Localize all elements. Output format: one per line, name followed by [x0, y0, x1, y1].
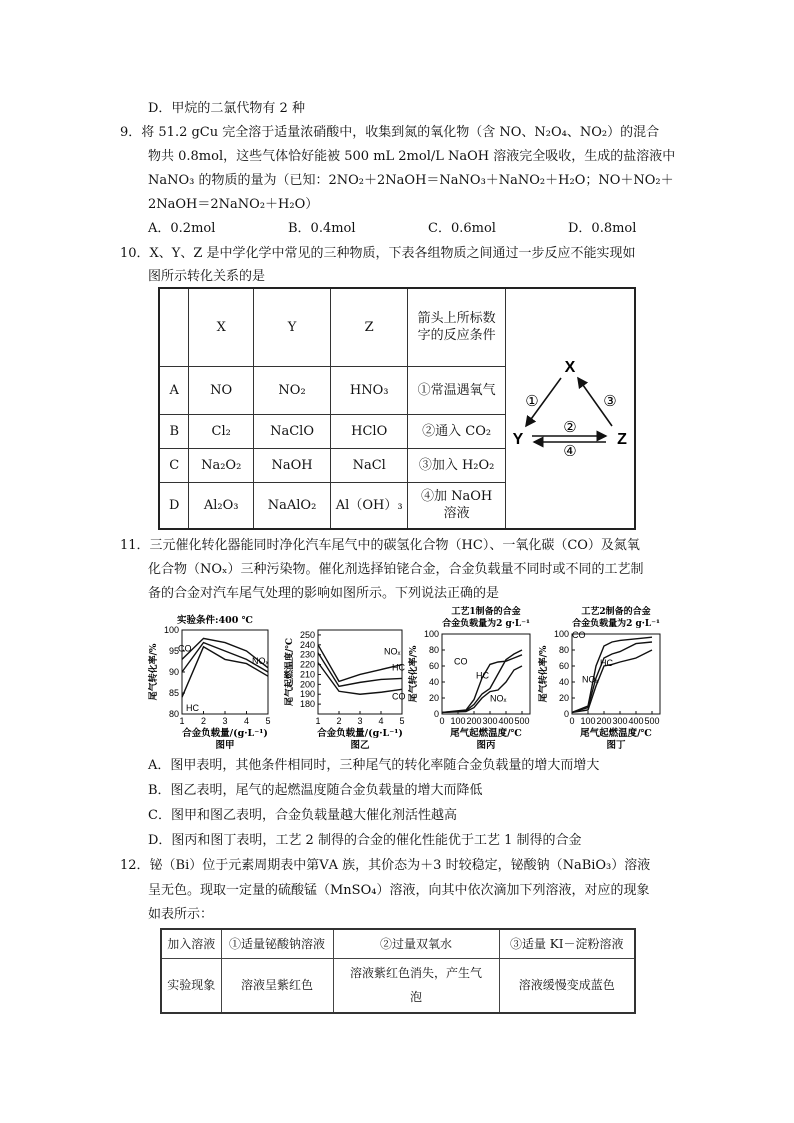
- q10-conversion-diagram: [506, 356, 634, 456]
- y-tick-label: 210: [299, 669, 315, 680]
- x-axis-label: 合金负载量/(g·L⁻¹): [182, 728, 268, 739]
- q12-cell: 溶液呈紫红色: [221, 959, 333, 1013]
- x-tick-label: 300: [482, 716, 498, 726]
- q12-header-row: [161, 929, 635, 959]
- q9-stem-line2: 物共 0.8mol，这些气体恰好能被 500 mL 2mol/L NaOH 溶液完全吸收，生成的盐溶液中: [148, 149, 676, 164]
- x-tick-label: 4: [243, 716, 250, 726]
- diagram-node-y: Y: [512, 431, 524, 448]
- q10-cell: HClO: [331, 415, 408, 449]
- series-label: HC: [392, 662, 405, 673]
- x-axis-label: 尾气起燃温度/℃: [580, 728, 652, 739]
- q10-cell: B: [159, 415, 189, 449]
- y-tick-label: 85: [168, 688, 179, 698]
- x-tick-label: 2: [336, 716, 342, 726]
- y-tick-label: 20: [558, 693, 569, 703]
- y-tick-label: 100: [553, 629, 569, 639]
- q12-observation-row: [161, 959, 635, 1013]
- x-tick-label: 3: [222, 716, 228, 726]
- q12-cell: 溶液缓慢变成蓝色: [499, 959, 635, 1013]
- y-tick-label: 20: [428, 693, 439, 703]
- q11-option-d: D．图丙和图丁表明，工艺 2 制得的合金的催化性能优于工艺 1 制得的合金: [148, 833, 582, 848]
- q10-stem-line2: 图所示转化关系的是: [148, 269, 266, 284]
- y-axis-label: 尾气转化率/%: [149, 643, 159, 701]
- x-tick-label: 200: [596, 716, 612, 726]
- y-tick-label: 80: [168, 709, 179, 719]
- y-tick-label: 80: [558, 645, 569, 655]
- series-line-hc: [318, 653, 402, 687]
- x-tick-label: 100: [580, 716, 596, 726]
- q10-cell: HNO₃: [331, 366, 408, 415]
- chart-title: 实验条件:400 ℃: [176, 615, 254, 626]
- x-tick-label: 200: [466, 716, 482, 726]
- series-label: NOₓ: [384, 646, 401, 657]
- x-axis-label: 尾气起燃温度/℃: [450, 728, 522, 739]
- series-label: CO: [454, 656, 468, 667]
- q10-diagram-cell: [506, 288, 636, 529]
- chart-title: 合金负载量为2 g·L⁻¹: [572, 619, 660, 629]
- y-tick-label: 220: [299, 659, 315, 670]
- x-tick-label: 1: [179, 716, 185, 726]
- q9-stem-line3: NaNO₃ 的物质的量为（已知：2NO₂＋2NaOH＝NaNO₃＋NaNO₂＋H₂O；NO＋NO₂＋: [148, 173, 674, 188]
- x-tick-label: 4: [378, 716, 384, 726]
- q10-cell: ③加入 H₂O₂: [408, 449, 506, 483]
- chart-caption: 图丙: [476, 740, 496, 751]
- y-axis-label: 尾气起燃温度/℃: [285, 637, 295, 707]
- q11-stem-line2: 化合物（NOₓ）三种污染物。催化剂选择铂铑合金，合金负载量不同时或不同的工艺制: [148, 562, 644, 577]
- q12-header-cell: ③适量 KI－淀粉溶液: [499, 929, 635, 959]
- x-tick-label: 400: [628, 716, 644, 726]
- chart-caption: 图甲: [215, 740, 235, 751]
- q11-option-c: C．图甲和图乙表明，合金负载量越大催化剂活性越高: [148, 808, 457, 823]
- series-label: NOₓ: [582, 674, 599, 685]
- q10-cell: Al（OH）₃: [331, 482, 408, 529]
- diagram-label-2: ②: [563, 418, 577, 436]
- q12-cell: 实验现象: [161, 959, 221, 1013]
- y-tick-label: 240: [299, 639, 315, 650]
- q10-cell: Cl₂: [189, 415, 253, 449]
- q10-cell: ②通入 CO₂: [408, 415, 506, 449]
- q10-cell: ①常温遇氧气: [408, 366, 506, 415]
- diagram-label-3: ③: [603, 392, 617, 410]
- y-tick-label: 100: [163, 625, 179, 635]
- series-label: HC: [600, 658, 613, 668]
- series-label: CO: [572, 630, 586, 640]
- q9-option-b: B．0.4mol: [288, 221, 356, 236]
- x-tick-label: 5: [265, 716, 271, 726]
- x-tick-label: 500: [514, 716, 530, 726]
- diagram-node-z: Z: [617, 431, 627, 448]
- chart-caption: 图丁: [606, 740, 626, 751]
- q9-option-a: A．0.2mol: [148, 221, 216, 236]
- q10-cell: Al₂O₃: [189, 482, 253, 529]
- q9-stem-line1: 9．将 51.2 gCu 完全溶于适量浓硝酸中，收集到氮的氧化物（含 NO、N₂O₄、NO₂）的混合: [120, 125, 660, 140]
- q12-table: [160, 928, 636, 1014]
- y-tick-label: 200: [299, 679, 315, 690]
- series-label: HC: [476, 670, 489, 681]
- chart-title: 工艺2制备的合金: [581, 607, 651, 617]
- y-tick-label: 60: [428, 661, 439, 671]
- y-tick-label: 0: [563, 709, 569, 719]
- q10-stem-line1: 10．X、Y、Z 是中学化学中常见的三种物质，下表各组物质之间通过一步反应不能实现如: [120, 246, 636, 261]
- q10-cell: C: [159, 449, 189, 483]
- q11-option-b: B．图乙表明，尾气的起燃温度随合金负载量的增大而降低: [148, 783, 483, 798]
- x-axis-label: 合金负载量/(g·L⁻¹): [317, 728, 403, 739]
- x-tick-label: 0: [569, 716, 575, 726]
- q10-table: [158, 287, 636, 530]
- q10-cell: NaAlO₂: [253, 482, 330, 529]
- q10-cell: NO₂: [253, 366, 330, 415]
- q11-option-a: A．图甲表明，其他条件相同时，三种尾气的转化率随合金负载量的增大而增大: [148, 758, 600, 773]
- x-tick-label: 400: [498, 716, 514, 726]
- q11-stem-line3: 备的合金对汽车尾气处理的影响如图所示。下列说法正确的是: [148, 586, 500, 601]
- y-axis-label: 尾气转化率/%: [539, 645, 549, 703]
- q10-cell: D: [159, 482, 189, 529]
- q10-cell: NaCl: [331, 449, 408, 483]
- q10-header-condition: 箭头上所标数字的反应条件: [408, 288, 506, 366]
- y-tick-label: 60: [558, 661, 569, 671]
- x-tick-label: 2: [200, 716, 207, 726]
- q12-stem-line1: 12．铋（Bi）位于元素周期表中第ⅤA 族，其价态为＋3 时较稳定，铋酸钠（NaBiO₃）溶液: [120, 858, 651, 873]
- y-tick-label: 0: [433, 709, 439, 719]
- series-label: NOₓ: [252, 656, 269, 666]
- y-tick-label: 190: [299, 689, 315, 700]
- x-tick-label: 0: [439, 716, 445, 726]
- q12-header-cell: ①适量铋酸钠溶液: [221, 929, 333, 959]
- q10-cell: NO: [189, 366, 253, 415]
- q10-cell: Na₂O₂: [189, 449, 253, 483]
- q11-stem-line1: 11．三元催化转化器能同时净化汽车尾气中的碳氢化合物（HC）、一氧化碳（CO）及氮氧: [120, 538, 640, 553]
- y-tick-label: 230: [299, 649, 315, 660]
- series-label: CO: [392, 691, 406, 702]
- q8-option-d: D．甲烷的二氯代物有 2 种: [148, 101, 305, 116]
- diagram-node-x: X: [564, 359, 576, 376]
- q12-stem-line3: 如表所示：: [148, 907, 214, 922]
- q12-header-cell: ②过量双氧水: [333, 929, 499, 959]
- x-tick-label: 5: [399, 716, 405, 726]
- diagram-label-1: ①: [525, 392, 539, 410]
- x-tick-label: 1: [315, 716, 321, 726]
- q11-charts: [0, 602, 794, 752]
- q9-option-d: D．0.8mol: [568, 221, 637, 236]
- q9-option-c: C．0.6mol: [428, 221, 496, 236]
- y-tick-label: 250: [299, 629, 315, 640]
- y-tick-label: 80: [428, 645, 439, 655]
- q12-header-cell: 加入溶液: [161, 929, 221, 959]
- q9-stem-line4: 2NaOH＝2NaNO₂＋H₂O）: [148, 197, 319, 212]
- series-label: NOₓ: [490, 693, 507, 704]
- q10-header-y: Y: [253, 288, 330, 366]
- q10-header-blank: [159, 288, 189, 366]
- x-tick-label: 3: [357, 716, 363, 726]
- q10-cell: ④加 NaOH 溶液: [408, 482, 506, 529]
- y-axis-label: 尾气转化率/%: [409, 645, 419, 703]
- y-tick-label: 100: [423, 629, 439, 639]
- q12-stem-line2: 呈无色。现取一定量的硫酸锰（MnSO₄）溶液，向其中依次滴加下列溶液，对应的现象: [148, 883, 650, 898]
- chart-title: 工艺1制备的合金: [451, 607, 521, 617]
- y-tick-label: 90: [168, 667, 179, 677]
- series-label: CO: [178, 643, 192, 654]
- chart-title: 合金负载量为2 g·L⁻¹: [442, 619, 530, 629]
- y-tick-label: 40: [558, 677, 569, 687]
- q10-header-z: Z: [331, 288, 408, 366]
- x-tick-label: 300: [612, 716, 628, 726]
- q10-cell: A: [159, 366, 189, 415]
- q10-cell: NaOH: [253, 449, 330, 483]
- diagram-label-4: ④: [563, 442, 577, 456]
- chart-caption: 图乙: [350, 740, 370, 751]
- y-tick-label: 95: [168, 646, 179, 656]
- y-tick-label: 180: [299, 699, 315, 710]
- q10-header-x: X: [189, 288, 253, 366]
- series-label: HC: [186, 703, 199, 714]
- x-tick-label: 500: [644, 716, 660, 726]
- y-tick-label: 40: [428, 677, 439, 687]
- q10-cell: NaClO: [253, 415, 330, 449]
- x-tick-label: 100: [450, 716, 466, 726]
- q12-cell: 溶液紫红色消失，产生气泡: [333, 959, 499, 1013]
